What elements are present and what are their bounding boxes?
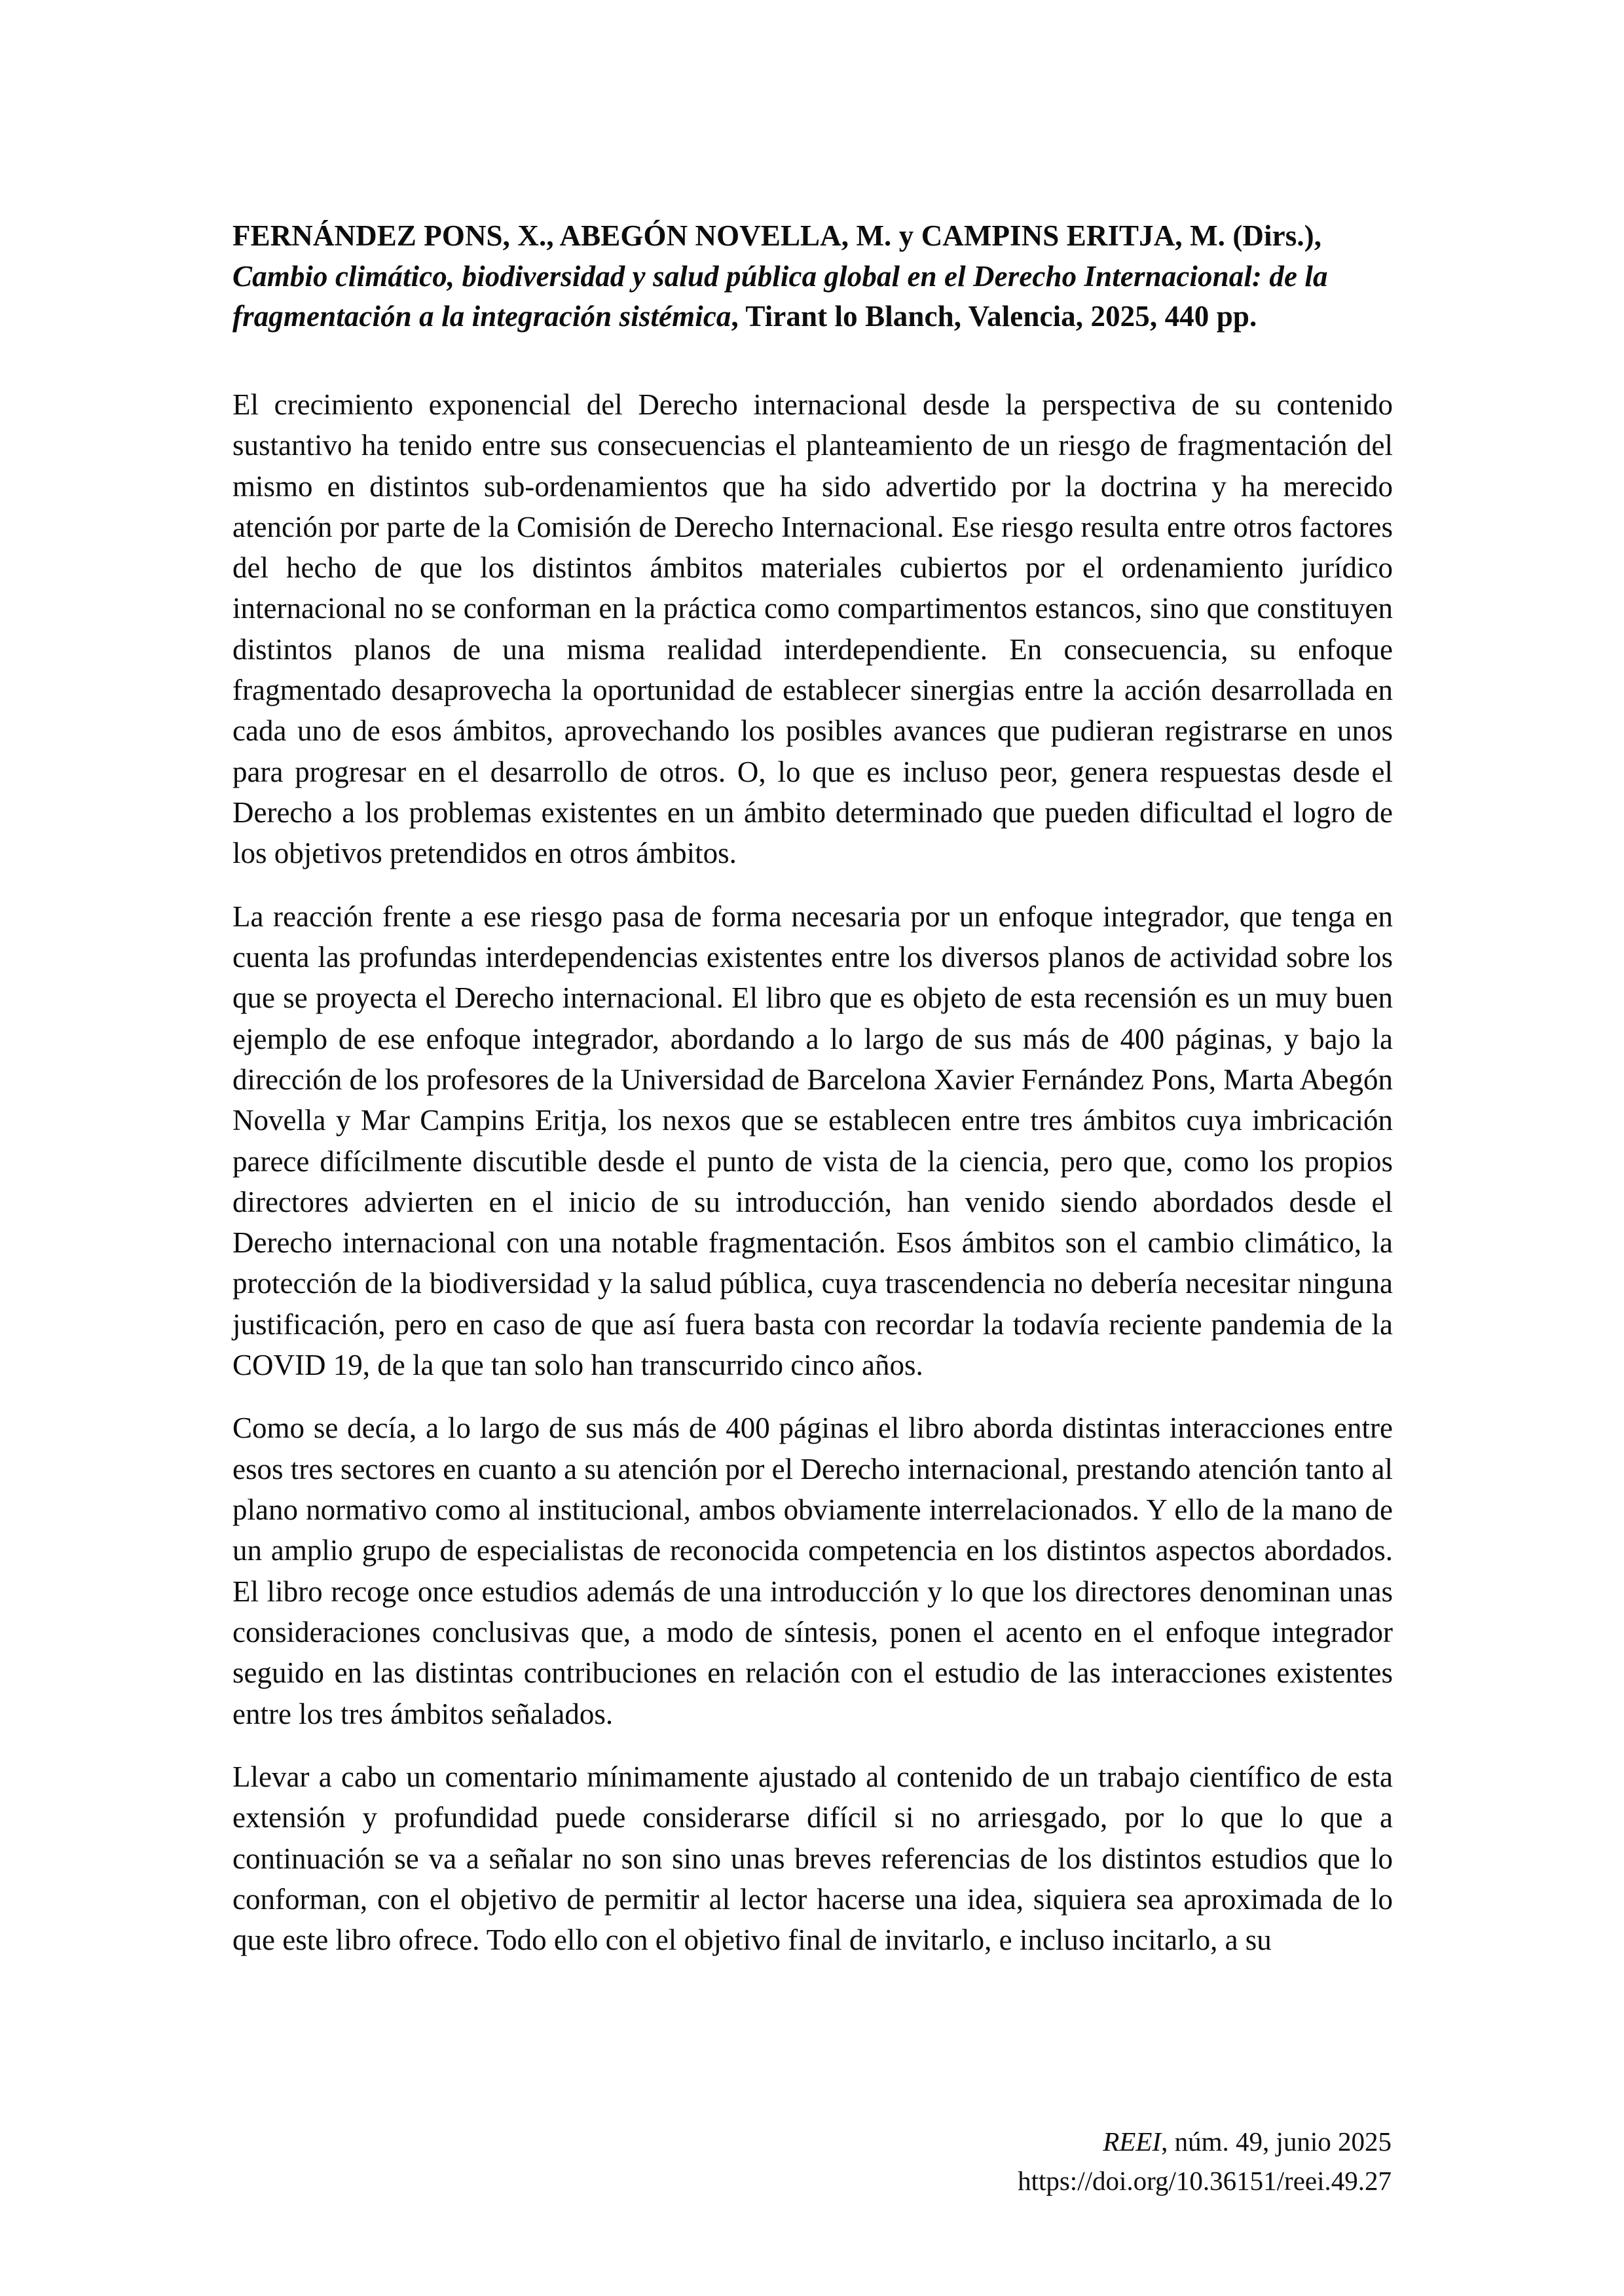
bibliographic-heading: [232, 216, 1393, 337]
footer-doi-link[interactable]: https://doi.org/10.36151/reei.49.27: [1018, 2166, 1392, 2196]
body-text: [232, 384, 1393, 1961]
body-paragraph: Llevar a cabo un comentario mínimamente ajustado al contenido de un trabajo científico de esta extensión y profundidad puede considerarse difícil si no arriesgado, por lo que lo que a continuación se va a señalar no son sino unas breves referencias de los distintos estudios que lo conforman, con el objetivo de permitir al lector hacerse una idea, siquiera sea aproximada de lo que este libro ofrece. Todo ello con el objetivo final de invitarlo, e incluso incitarlo, a su: [232, 1760, 1393, 1957]
heading-authors: FERNÁNDEZ PONS, X., ABEGÓN NOVELLA, M. y CAMPINS ERITJA, M. (Dirs.),: [232, 219, 1322, 252]
heading-work-title: Cambio climático, biodiversidad y salud pública global en el Derecho Internacional: de la fragmentación a la integración sistémica: [232, 259, 1328, 333]
body-paragraph: El crecimiento exponencial del Derecho internacional desde la perspectiva de su contenido sustantivo ha tenido entre sus consecuencias el planteamiento de un riesgo de fragmentación del mismo en distintos sub-ordenamientos que ha sido advertido por la doctrina y ha merecido atención por parte de la Comisión de Derecho Internacional. Ese riesgo resulta entre otros factores del hecho de que los distintos ámbitos materiales cubiertos por el ordenamiento jurídico internacional no se conforman en la práctica como compartimentos estancos, sino que constituyen distintos planos de una misma realidad interdependiente. En consecuencia, su enfoque fragmentado desaprovecha la oportunidad de establecer sinergias entre la acción desarrollada en cada uno de esos ámbitos, aprovechando los posibles avances que pudieran registrarse en unos para progresar en el desarrollo de otros. O, lo que es incluso peor, genera respuestas desde el Derecho a los problemas existentes en un ámbito determinado que pueden dificultad el logro de los objetivos pretendidos en otros ámbitos.: [232, 388, 1393, 870]
journal-abbreviation: REEI: [1103, 2126, 1162, 2157]
body-paragraph: Como se decía, a lo largo de sus más de 400 páginas el libro aborda distintas interacciones entre esos tres sectores en cuanto a su atención por el Derecho internacional, prestando atención tanto al plano normativo como al institucional, ambos obviamente interrelacionados. Y ello de la mano de un amplio grupo de especialistas de reconocida competencia en los distintos aspectos abordados. El libro recoge once estudios además de una introducción y lo que los directores denominan unas consideraciones conclusivas que, a modo de síntesis, ponen el acento en el enfoque integrador seguido en las distintas contribuciones en relación con el estudio de las interacciones existentes entre los tres ámbitos señalados.: [232, 1412, 1393, 1730]
heading-imprint: , Tirant lo Blanch, Valencia, 2025, 440 pp.: [731, 300, 1257, 333]
content-column: [232, 216, 1393, 1960]
footer-citation-rest: , núm. 49, junio 2025: [1161, 2126, 1392, 2157]
body-paragraph: La reacción frente a ese riesgo pasa de forma necesaria por un enfoque integrador, que tenga en cuenta las profundas interdependencias existentes entre los diversos planos de actividad sobre los que se proyecta el Derecho internacional. El libro que es objeto de esta recensión es un muy buen ejemplo de ese enfoque integrador, abordando a lo largo de sus más de 400 páginas, y bajo la dirección de los profesores de la Universidad de Barcelona Xavier Fernández Pons, Marta Abegón Novella y Mar Campins Eritja, los nexos que se establecen entre tres ámbitos cuya imbricación parece difícilmente discutible desde el punto de vista de la ciencia, pero que, como los propios directores advierten en el inicio de su introducción, han venido siendo abordados desde el Derecho internacional con una notable fragmentación. Esos ámbitos son el cambio climático, la protección de la biodiversidad y la salud pública, cuya trascendencia no debería necesitar ninguna justificación, pero en caso de que así fuera basta con recordar la todavía reciente pandemia de la COVID 19, de la que tan solo han transcurrido cinco años.: [232, 900, 1393, 1382]
page-footer: [231, 2123, 1392, 2201]
footer-citation: [231, 2123, 1392, 2162]
